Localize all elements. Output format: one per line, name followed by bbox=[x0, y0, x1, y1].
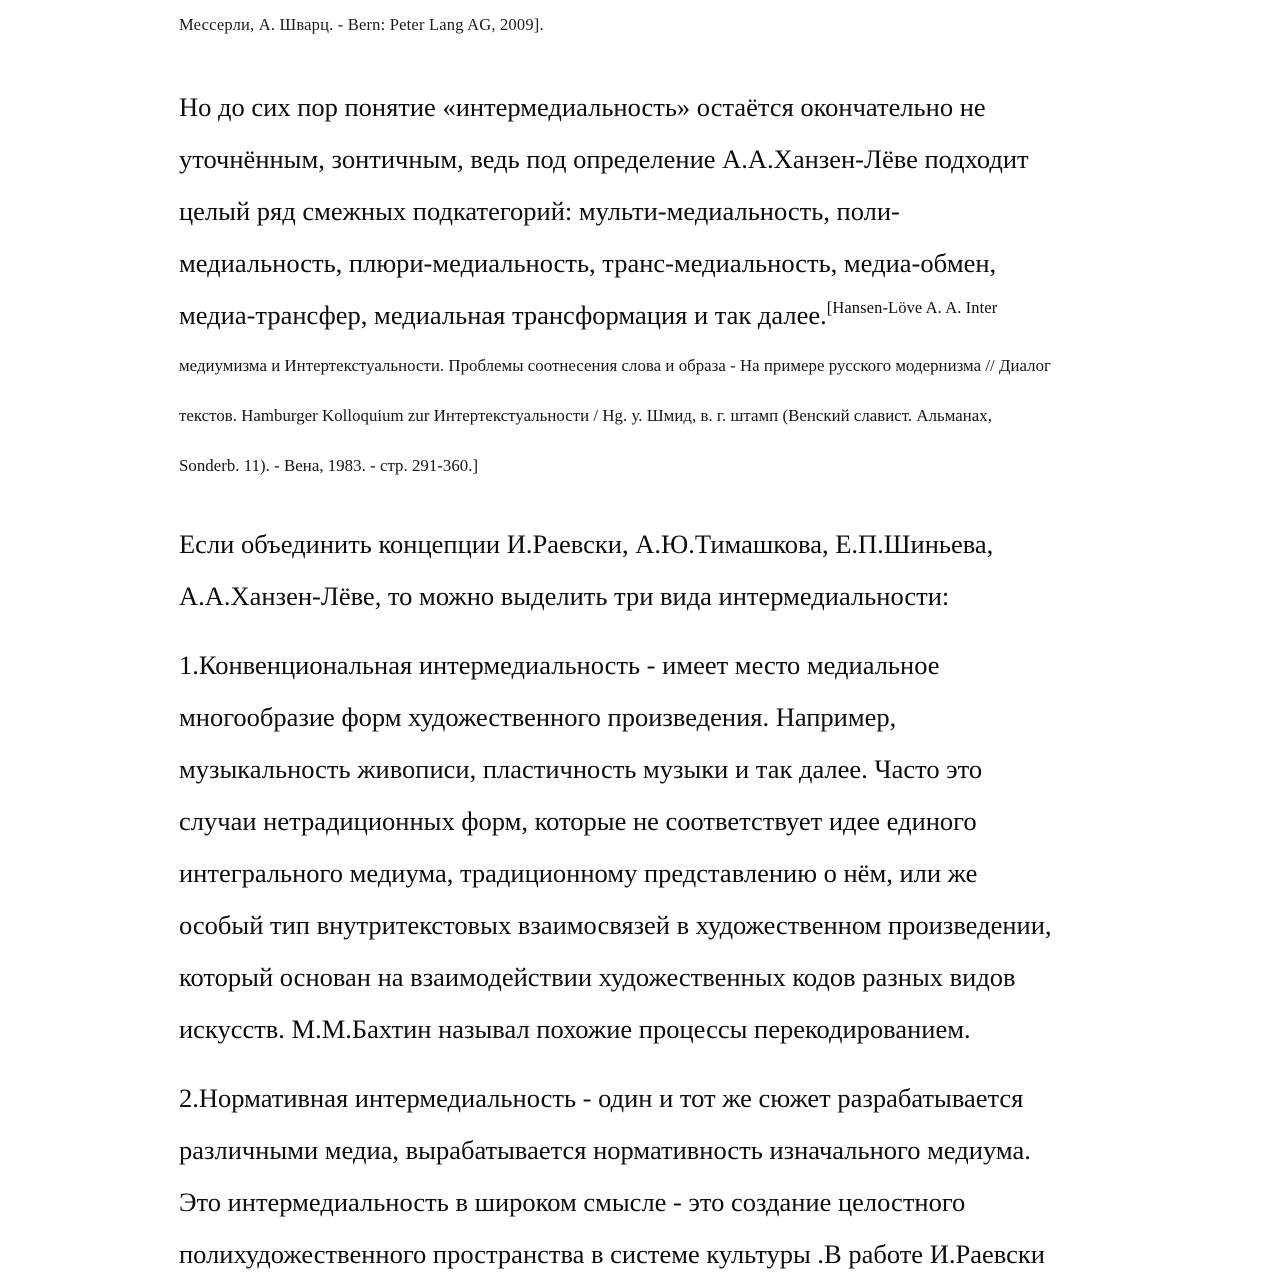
footnote-line: медиумизма и Интертекстуальности. Проблемы соотнесения слова и образа - На примере русского модернизма // Диалог bbox=[179, 355, 1051, 375]
footnote-line: Sonderb. 11). - Вена, 1983. - стр. 291-360.] bbox=[179, 455, 479, 475]
spacer bbox=[179, 1055, 1201, 1072]
paragraph-line: уточнённым, зонтичным, ведь под определение А.А.Ханзен-Лёве подходит bbox=[179, 143, 1029, 174]
paragraph-line: многообразие форм художественного произведения. Например, bbox=[179, 701, 897, 732]
footnote-superscript: [Hansen-Löve A. A. Inter bbox=[826, 297, 998, 317]
paragraph-intermediality-definition bbox=[179, 81, 1201, 341]
paragraph-line-with-footnote bbox=[179, 289, 1201, 341]
paragraph-line: музыкальность живописи, пластичность музыки и так далее. Часто это bbox=[179, 753, 983, 784]
spacer bbox=[179, 34, 1201, 81]
paragraph-line: 1.Конвенциональная интермедиальность - имеет место медиальное bbox=[179, 649, 940, 680]
paragraph-line: который основан на взаимодействии художественных кодов разных видов bbox=[179, 961, 1016, 992]
spacer bbox=[179, 491, 1201, 518]
paragraph-item-1-conventional bbox=[179, 639, 1201, 1055]
paragraph-line: различными медиа, вырабатывается нормативность изначального медиума. bbox=[179, 1134, 1031, 1165]
paragraph-line: А.А.Ханзен-Лёве, то можно выделить три вида интермедиальности: bbox=[179, 580, 950, 611]
footnote-line: текстов. Hamburger Kolloquium zur Интертекстуальности / Hg. у. Шмид, в. г. штамп (Венский славист. Альманах, bbox=[179, 405, 992, 425]
paragraph-line: Но до сих пор понятие «интермедиальность» остаётся окончательно не bbox=[179, 91, 986, 122]
paragraph-line: целый ряд смежных подкатегорий: мульти-медиальность, поли- bbox=[179, 195, 900, 226]
paragraph-line: особый тип внутритекстовых взаимосвязей в художественном произведении, bbox=[179, 909, 1052, 940]
paragraph-line: интегрального медиума, традиционному представлению о нём, или же bbox=[179, 857, 978, 888]
continued-reference-line: Мессерли, А. Шварц. - Bern: Peter Lang AG, 2009]. bbox=[179, 15, 544, 34]
paragraph-line-text: медиа-трансфер, медиальная трансформация и так далее. bbox=[179, 299, 827, 330]
footnote-reference-block bbox=[179, 341, 1201, 491]
paragraph-line: случаи нетрадиционных форм, которые не соответствует идее единого bbox=[179, 805, 977, 836]
paragraph-line: 2.Нормативная интермедиальность - один и тот же сюжет разрабатывается bbox=[179, 1082, 1024, 1113]
page-content bbox=[179, 0, 1201, 1280]
paragraph-line: медиальность, плюри-медиальность, транс-медиальность, медиа-обмен, bbox=[179, 247, 997, 278]
paragraph-line: Это интермедиальность в широком смысле - это создание целостного bbox=[179, 1186, 966, 1217]
spacer bbox=[179, 622, 1201, 639]
paragraph-line: Если объединить концепции И.Раевски, А.Ю.Тимашкова, Е.П.Шиньева, bbox=[179, 528, 994, 559]
paragraph-three-kinds bbox=[179, 518, 1201, 622]
paragraph-item-2-normative bbox=[179, 1072, 1201, 1280]
paragraph-line: искусств. М.М.Бахтин называл похожие процессы перекодированием. bbox=[179, 1013, 971, 1044]
paragraph-line: полихудожественного пространства в системе культуры .В работе И.Раевски bbox=[179, 1238, 1045, 1269]
